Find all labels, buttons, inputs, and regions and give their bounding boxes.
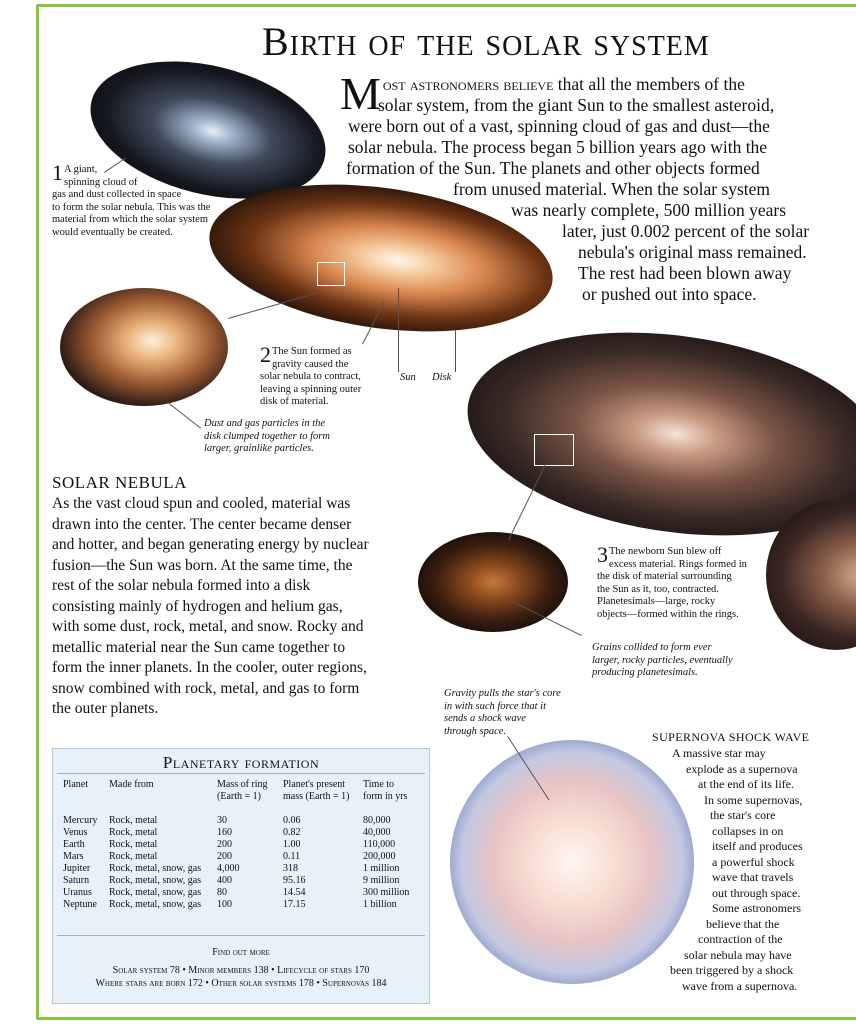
table-cell: 0.06 <box>283 815 301 826</box>
intro-lead: ost astronomers believe <box>382 75 554 94</box>
frame-bottom-border <box>36 1017 856 1020</box>
intro-line-4: solar nebula. The process began 5 billion years ago with the <box>348 137 768 157</box>
step-3-number: 3 <box>597 542 608 567</box>
table-cell: Saturn <box>63 875 90 886</box>
table-cell: 4,000 <box>217 863 240 874</box>
supernova-line: wave from a supernova. <box>682 979 798 993</box>
table-cell: Venus <box>63 827 88 838</box>
intro-line-7: was nearly complete, 500 million years <box>511 200 787 220</box>
table-cell: 80 <box>217 887 227 898</box>
supernova-line: explode as a supernova <box>686 762 798 776</box>
grains-line: larger, rocky particles, eventually <box>592 654 733 666</box>
intro-line-3: were born out of a vast, spinning cloud of gas and dust—the <box>348 116 770 136</box>
header-line: Made from <box>109 779 154 790</box>
intro-dropcap: M <box>340 68 381 119</box>
table-cell: 9 million <box>363 875 400 886</box>
table-cell: 80,000 <box>363 815 391 826</box>
intro-line-9: nebula's original mass remained. <box>578 242 807 262</box>
dust-particles-image <box>60 288 228 406</box>
step-3-line: Planetesimals—large, rocky <box>597 596 716 607</box>
step-2-line: gravity caused the <box>272 358 349 370</box>
dust-line: disk clumped together to form <box>204 430 330 442</box>
intro-line-11: or pushed out into space. <box>582 284 757 304</box>
table-cell: 200 <box>217 839 232 850</box>
step-2-line: solar nebula to contract, <box>260 371 361 382</box>
table-cell: Neptune <box>63 899 97 910</box>
supernova-shock-wave-image <box>450 740 694 984</box>
supernova-line: collapses in on <box>712 824 784 838</box>
caption-dust <box>204 418 394 456</box>
table-cell: 0.11 <box>283 851 301 862</box>
table-cell: 400 <box>217 875 232 886</box>
header-line: mass (Earth = 1) <box>283 791 350 802</box>
dust-line: Dust and gas particles in the <box>204 418 326 429</box>
table-cell: 0.82 <box>283 827 301 838</box>
caption-step-1 <box>52 160 292 239</box>
cross-reference-links-1: Solar system 78 • Minor members 138 • Lifecycle of stars 170 <box>112 965 370 976</box>
grains-line: Grains collided to form ever <box>592 642 712 653</box>
supernova-line: a powerful shock <box>712 855 795 869</box>
sun-label: Sun <box>400 372 416 383</box>
step-3-line: objects—formed within the rings. <box>597 608 739 620</box>
planetary-formation-table <box>52 748 430 1004</box>
step-1-line: gas and dust collected in space <box>52 189 182 200</box>
step-2-number: 2 <box>260 342 271 367</box>
step-3-line: the disk of material surrounding <box>597 571 732 582</box>
table-cell: 200,000 <box>363 851 396 862</box>
supernova-heading: SUPERNOVA SHOCK WAVE <box>652 730 810 744</box>
cross-reference-links-2: Where stars are born 172 • Other solar systems 178 • Supernovas 184 <box>95 978 387 989</box>
zoom-box-1 <box>317 262 345 286</box>
header-line: Planet's present <box>283 779 346 790</box>
page-title: Birth of the solar system <box>262 19 710 64</box>
table-cell: 95.16 <box>283 875 306 886</box>
supernova-line: itself and produces <box>712 839 803 853</box>
gravity-line: Gravity pulls the star's core <box>444 688 561 699</box>
step-2-line: disk of material. <box>260 396 329 407</box>
table-cell: Rock, metal, snow, gas <box>109 875 202 886</box>
step-3-line: the Sun as it, too, contracted. <box>597 583 719 595</box>
table-rule-bottom <box>57 935 425 936</box>
caption-step-3 <box>597 542 787 621</box>
step-2-line: leaving a spinning outer <box>260 383 362 395</box>
supernova-line: contraction of the <box>698 932 783 946</box>
solar-nebula-body: As the vast cloud spun and cooled, material was drawn into the center. The center became denser and hotter, and began generating energy by nuclear fusion—the Sun was born. At the same time, the rest of the solar nebula formed into a disk consisting mainly of hydrogen and helium gas, with some dust, rock, metal, and snow. Rocky and metallic material near the Sun came together to form the inner planets. In the cooler, outer regions, snow combined with rock, metal, and gas to form the outer planets. <box>52 495 369 717</box>
intro-line-5: formation of the Sun. The planets and other objects formed <box>346 158 760 178</box>
supernova-line: A massive star may <box>672 746 766 760</box>
intro-line-8: later, just 0.002 percent of the solar <box>562 221 810 241</box>
find-out-more-heading: Find out more <box>212 947 270 958</box>
column-header-planet <box>63 779 88 791</box>
caption-gravity <box>444 688 614 738</box>
disk-pointer-line <box>455 330 456 372</box>
column-header-mass-of-ring <box>217 779 268 803</box>
intro-line-text: that all the members of the <box>553 74 745 94</box>
gravity-line: through space. <box>444 725 507 737</box>
header-line: (Earth = 1) <box>217 791 261 802</box>
table-cell: 100 <box>217 899 232 910</box>
table-cell: 14.54 <box>283 887 306 898</box>
header-line: Planet <box>63 779 88 790</box>
supernova-line: Some astronomers <box>712 901 801 915</box>
caption-grains <box>592 642 782 680</box>
supernova-line: been triggered by a shock <box>670 963 794 977</box>
intro-line-6: from unused material. When the solar system <box>453 179 771 199</box>
table-cell: 1.00 <box>283 839 301 850</box>
table-cell: Rock, metal <box>109 815 158 826</box>
step-1-line: spinning cloud of <box>64 176 138 188</box>
table-cell: 1 billion <box>363 899 397 910</box>
table-cell: 160 <box>217 827 232 838</box>
step-1-line: would eventually be created. <box>52 226 173 238</box>
supernova-line: the star's core <box>710 808 776 822</box>
table-cell: Uranus <box>63 887 92 898</box>
column-header-present-mass <box>283 779 349 803</box>
disk-label: Disk <box>432 372 452 383</box>
table-cell: Rock, metal, snow, gas <box>109 863 202 874</box>
supernova-line: at the end of its life. <box>698 777 794 791</box>
step-1-line: A giant, <box>64 164 98 175</box>
step-2-line: The Sun formed as <box>272 346 352 357</box>
supernova-line: out through space. <box>712 886 801 900</box>
table-cell: 1 million <box>363 863 400 874</box>
step-3-line: The newborn Sun blew off <box>609 546 722 557</box>
frame-top-border <box>36 4 856 7</box>
table-cell: 17.15 <box>283 899 306 910</box>
table-title: Planetary formation <box>162 753 320 772</box>
table-cell: 30 <box>217 815 227 826</box>
table-cell: Earth <box>63 839 85 850</box>
header-line: Mass of ring <box>217 779 268 790</box>
table-cell: Mercury <box>63 815 98 826</box>
table-cell: 300 million <box>363 887 410 898</box>
step-3-line: excess material. Rings formed in <box>609 558 747 570</box>
table-cell: Mars <box>63 851 84 862</box>
step-1-line: to form the solar nebula. This was the <box>52 201 211 213</box>
table-cell: Rock, metal, snow, gas <box>109 887 202 898</box>
table-cell: Rock, metal, snow, gas <box>109 899 202 910</box>
caption-step-2 <box>260 342 390 409</box>
step-1-line: material from which the solar system <box>52 214 208 225</box>
dust-line: larger, grainlike particles. <box>204 443 314 454</box>
supernova-line: wave that travels <box>712 870 794 884</box>
gravity-line: sends a shock wave <box>444 713 526 724</box>
frame-left-border <box>36 4 39 1020</box>
zoom-box-2 <box>534 434 574 466</box>
table-cell: 110,000 <box>363 839 396 850</box>
header-line: Time to <box>363 779 395 790</box>
leader-line-4 <box>167 402 201 429</box>
table-cell: 200 <box>217 851 232 862</box>
solar-nebula-heading: SOLAR NEBULA <box>52 473 187 492</box>
header-line: form in yrs <box>363 791 408 802</box>
table-rule-top <box>57 773 425 774</box>
table-cell: Rock, metal <box>109 827 158 838</box>
table-cell: Jupiter <box>63 863 91 874</box>
table-cell: Rock, metal <box>109 839 158 850</box>
step-1-number: 1 <box>52 160 63 185</box>
supernova-line: solar nebula may have <box>684 948 792 962</box>
grains-line: producing planetesimals. <box>592 667 698 678</box>
intro-line-10: The rest had been blown away <box>578 263 792 283</box>
sun-pointer-line <box>398 288 399 372</box>
table-cell: 318 <box>283 863 298 874</box>
gravity-line: in with such force that it <box>444 700 546 712</box>
column-header-time-to-form <box>363 779 407 803</box>
intro-line-2: solar system, from the giant Sun to the smallest asteroid, <box>378 95 775 115</box>
table-cell: 40,000 <box>363 827 391 838</box>
column-header-made-from <box>109 779 154 791</box>
supernova-line: believe that the <box>706 917 780 931</box>
supernova-line: In some supernovas, <box>704 793 803 807</box>
table-cell: Rock, metal <box>109 851 158 862</box>
